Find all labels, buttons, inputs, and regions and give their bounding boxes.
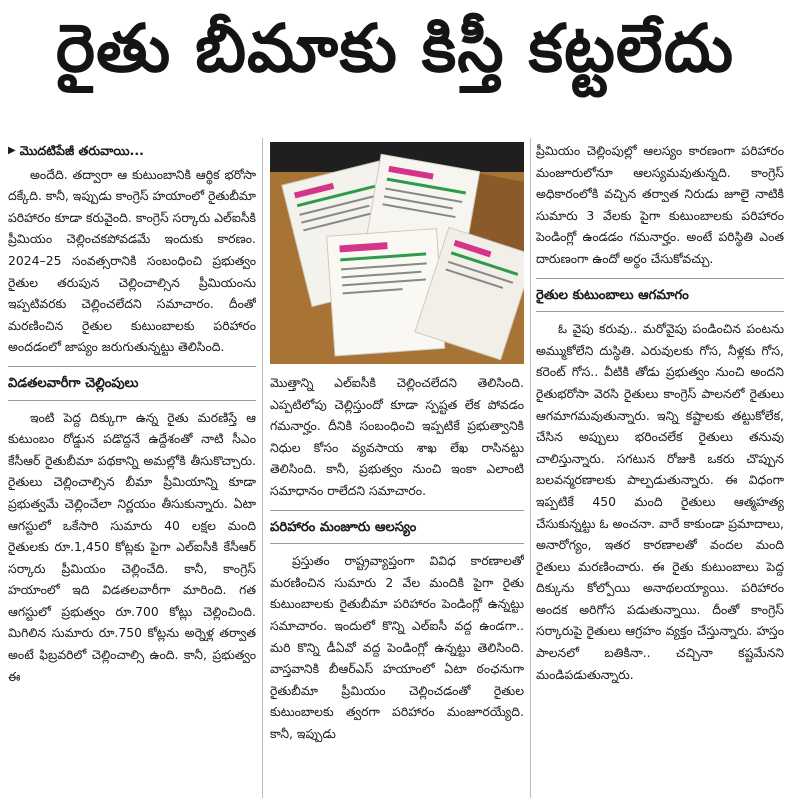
article-photo — [270, 142, 524, 364]
section-subhead: విడతలవారీగా చెల్లింపులు — [8, 366, 256, 401]
section-subhead: పరిహారం మంజూరు ఆలస్యం — [270, 510, 524, 545]
body-paragraph: ఇంటి పెద్ద దిక్కుగా ఉన్న రైతు మరణిస్తే ఆ కుటుంబం రోడ్డున పడొద్దనే ఉద్దేశంతో నాటి సీఎం కేసీఆర్ రైతుబీమా పథకాన్ని అమల్లోకి తీసుకొచ్చారు. రైతులు చెల్లించాల్సిన బీమా ప్రీమియాన్ని కూడా ప్రభుత్వమే చెల్లించేలా నిర్ణయం తీసుకున్నారు. ఏటా ఆగస్టులో ఒకేసారి సుమారు 40 లక్షల మంది రైతులకు రూ.1,450 కోట్లకు పైగా ఎల్ఐసీకి కేసీఆర్ సర్కారు ప్రీమియం చెల్లించేది. కానీ, కాంగ్రెస్ హయాంలో ఇది విడతలవారీగా మారింది. గత ఆగస్టులో ప్రభుత్వం రూ.700 కోట్లు చెల్లించింది. మిగిలిన సుమారు రూ.750 కోట్లను అర్నెళ్ల తర్వాత అంటే ఫిబ్రవరిలో చెల్లించాల్సి ఉంది. కానీ, ప్రభుత్వం ఈ — [8, 409, 256, 684]
kicker-text: మొదటిపేజీ తరువాయి... — [19, 143, 144, 158]
chevron-right-icon: ▶ — [8, 145, 16, 156]
column-1 — [8, 140, 256, 800]
body-paragraph: ప్రీమియం చెల్లింపుల్లో ఆలస్యం కారణంగా పరిహారం మంజూరులోనూ ఆలస్యమవుతున్నది. కాంగ్రెస్ అధికారంలోకి వచ్చిన తర్వాత నిరుడు జూలై నాటికి సుమారు 3 వేలకు పైగా కుటుంబాలకు పరిహారం పెండింగ్లో ఉండడం గమనార్హం. అంటే పరిస్థితి ఎంత దారుణంగా ఉందో అర్థం చేసుకోవచ్చు. — [536, 143, 784, 266]
column-2 — [270, 372, 524, 800]
body-paragraph: ఓ వైపు కరువు.. మరోవైపు పండించిన పంటను అమ్ముకోలేని దుస్థితి. ఎరువులకు గోస, నీళ్లకు గోస, కరెంట్ గోస.. వీటికి తోడు ప్రభుత్వం నుంచి అందని రైతుభరోసా వెరసి రైతులు కాంగ్రెస్ పాలనలో రైతులు ఆగమాగమవుతున్నారు. ఇన్ని కష్టాలకు తట్టుకోలేక, చేసిన అప్పులు భరించలేక రైతులు తనువు చాలిస్తున్నారు. సగటున రోజుకి ఒకరు చొప్పున బలవన్మరణాలకు పాల్పడుతున్నారు. ఈ విధంగా ఇప్పటికే 450 మంది రైతులు ఆత్మహత్య చేసుకున్నట్టు ఓ అంచనా. వారే కాకుండా ప్రమాదాలు, అనారోగ్యం, ఇతర కారణాలతో వందల మంది రైతులు మరణించారు. ఈ రైతు కుటుంబాలు పెద్ద దిక్కును కోల్పోయి అనాథలయ్యాయి. పరిహారం అందక అరిగోస పడుతున్నాయి. దీంతో కాంగ్రెస్ సర్కారుపై రైతులు ఆగ్రహం వ్యక్తం చేస్తున్నారు. హస్తం పాలనలో బతికినా.. చచ్చినా కష్టమేనని మండిపడుతున్నారు. — [536, 321, 784, 682]
body-paragraph: ప్రస్తుతం రాష్ట్రవ్యాప్తంగా వివిధ కారణాలతో మరణించిన సుమారు 2 వేల మందికి పైగా రైతు కుటుంబాలకు రైతుబీమా పరిహారం పెండింగ్లో ఉన్నట్టు సమాచారం. ఇందులో కొన్ని ఎల్ఐసీ వద్ద ఉండగా.. మరి కొన్ని డీఏవో వద్ద పెండింగ్లో ఉన్నట్టు తెలిసింది. వాస్తవానికి బీఆర్ఎస్ హయాంలో ఏటా ఠంఛనుగా రైతుబీమా ప్రీమియం చెల్లించడంతో రైతుల కుటుంబాలకు త్వరగా పరిహారం మంజూరయ్యేది. కానీ, ఇప్పుడు — [270, 553, 524, 741]
insurance-forms-photo-icon — [270, 142, 524, 364]
continuation-kicker — [8, 140, 256, 162]
form-sheet — [327, 229, 445, 356]
column-divider-2 — [530, 138, 531, 798]
column-3 — [536, 140, 784, 800]
headline: రైతు బీమాకు కిస్తీ కట్టలేదు — [55, 9, 735, 87]
body-paragraph: అందేది. తద్వారా ఆ కుటుంబానికి ఆర్థిక భరోసా దక్కేది. కానీ, ఇప్పుడు కాంగ్రెస్ హయాంలో రైతుబీమా పరిహారం కూడా కరువైంది. కాంగ్రెస్ సర్కారు ఎల్ఐసీకి ప్రీమియం చెల్లించకపోవడమే ఇందుకు కారణం. 2024–25 సంవత్సరానికి సంబంధించి ప్రభుత్వం రైతుల తరుపున చెల్లించాల్సిన ప్రీమియంను ఇప్పటివరకు చెల్లించలేదని సమాచారం. దీంతో మరణించిన రైతుల కుటుంబాలకు పరిహారం అందడంలో జాప్యం జరుగుతున్నట్టు తెలిసింది. — [8, 166, 256, 355]
body-paragraph: మొత్తాన్ని ఎల్ఐసీకి చెల్లించలేదని తెలిసింది. ఎప్పటిలోపు చెల్లిస్తుందో కూడా స్పష్టత లేక పోవడం గమనార్హం. దీనికి సంబంధించి ఇప్పటికే ప్రభుత్వానికి నిధుల కోసం వ్యవసాయ శాఖ లేఖ రాసినట్టు తెలిసింది. కానీ, ప్రభుత్వం నుంచి ఇంకా ఎలాంటి సమాధానం రాలేదని సమాచారం. — [270, 375, 524, 498]
column-divider-1 — [262, 138, 263, 798]
section-subhead: రైతుల కుటుంబాలు ఆగమాగం — [536, 278, 784, 313]
